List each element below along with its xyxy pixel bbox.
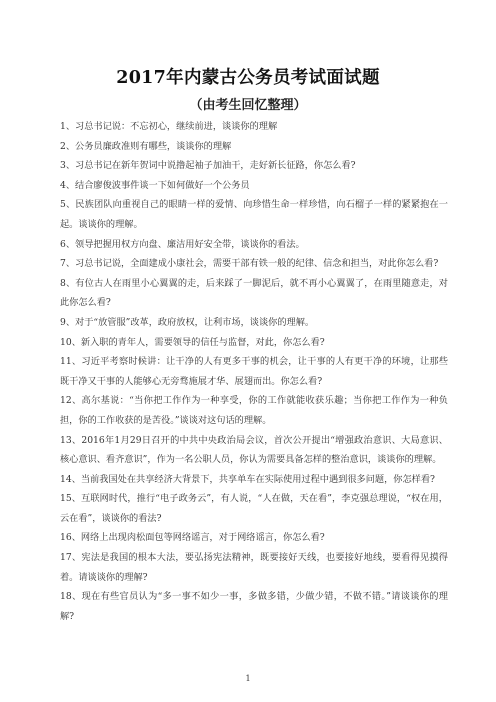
question-item: 12、高尔基说：“当你把工作作为一种享受，你的工作就能收获乐趣；当你把工作作为一种负担，你的工作收获的是苦役。”谈谈对这句话的理解。	[60, 395, 448, 426]
question-item: 17、宪法是我国的根本大法，要弘扬宪法精神，既要接好天线，也要接好地线，要看得见摸得着。请谈谈你的理解?	[60, 552, 448, 583]
question-item: 10、新入职的青年人，需要领导的信任与监督，对此，你怎么看?	[60, 336, 325, 348]
question-item: 16、网络上出现肉松面包等网络谣言，对于网络谣言，你怎么看?	[60, 532, 325, 544]
question-item: 4、结合廖俊波事件谈一下如何做好一个公务员	[60, 179, 250, 191]
question-item: 18、现在有些官员认为“多一事不如少一事，多做多错，少做少错，不做不错。”请谈谈你的理解?	[60, 591, 448, 622]
question-item: 3、习总书记在新年贺词中说撸起袖子加油干，走好新长征路，你怎么看?	[60, 160, 356, 172]
page-number: 1	[245, 674, 251, 683]
page-title: 2017年内蒙古公务员考试面试题	[116, 68, 380, 88]
question-item: 14、当前我国处在共享经济大背景下，共享单车在实际使用过程中遇到很多问题，你怎样看?	[60, 473, 435, 485]
question-item: 15、互联网时代，推行“电子政务云”，有人说，“人在做，天在看”，李克强总理说，“权在用，云在看”，谈谈你的看法?	[60, 493, 448, 524]
question-item: 7、习总书记说，全面建成小康社会，需要干部有铁一般的纪律、信念和担当，对此你怎么看?	[60, 258, 439, 270]
question-item: 8、有位古人在雨里小心翼翼的走，后来踩了一脚泥后，就不再小心翼翼了，在雨里随意走，对此你怎么看?	[60, 277, 448, 309]
question-item: 9、对于“放管服”改革，政府放权，让利市场，谈谈你的理解。	[60, 316, 315, 328]
question-item: 1、习总书记说：不忘初心，继续前进，谈谈你的理解	[60, 121, 278, 132]
question-item: 6、领导把握用权方向盘、廉洁用好安全带，谈谈你的看法。	[60, 238, 305, 250]
question-item: 2、公务员廉政准则有哪些，谈谈你的理解	[60, 140, 232, 152]
question-item: 5、民族团队向重视自己的眼睛一样的爱情、向珍惜生命一样珍惜，向石榴子一样的紧紧抱在一起。谈谈你的理解。	[60, 199, 448, 230]
page-subtitle: （由考生回忆整理）	[189, 98, 307, 113]
question-item: 13、2016年1月29日召开的中共中央政治局会议，首次公开提出“增强政治意识、大局意识、核心意识、看齐意识”，作为一名公职人员，你认为需要具备怎样的整治意识，谈谈你的理解。	[60, 434, 448, 466]
question-item: 11、习近平考察时候讲：让干净的人有更多干事的机会，让干事的人有更干净的环境，让那些既干净又干事的人能够心无旁骛施展才华、展翅而出。你怎么看?	[60, 356, 448, 387]
question-list	[60, 117, 448, 626]
